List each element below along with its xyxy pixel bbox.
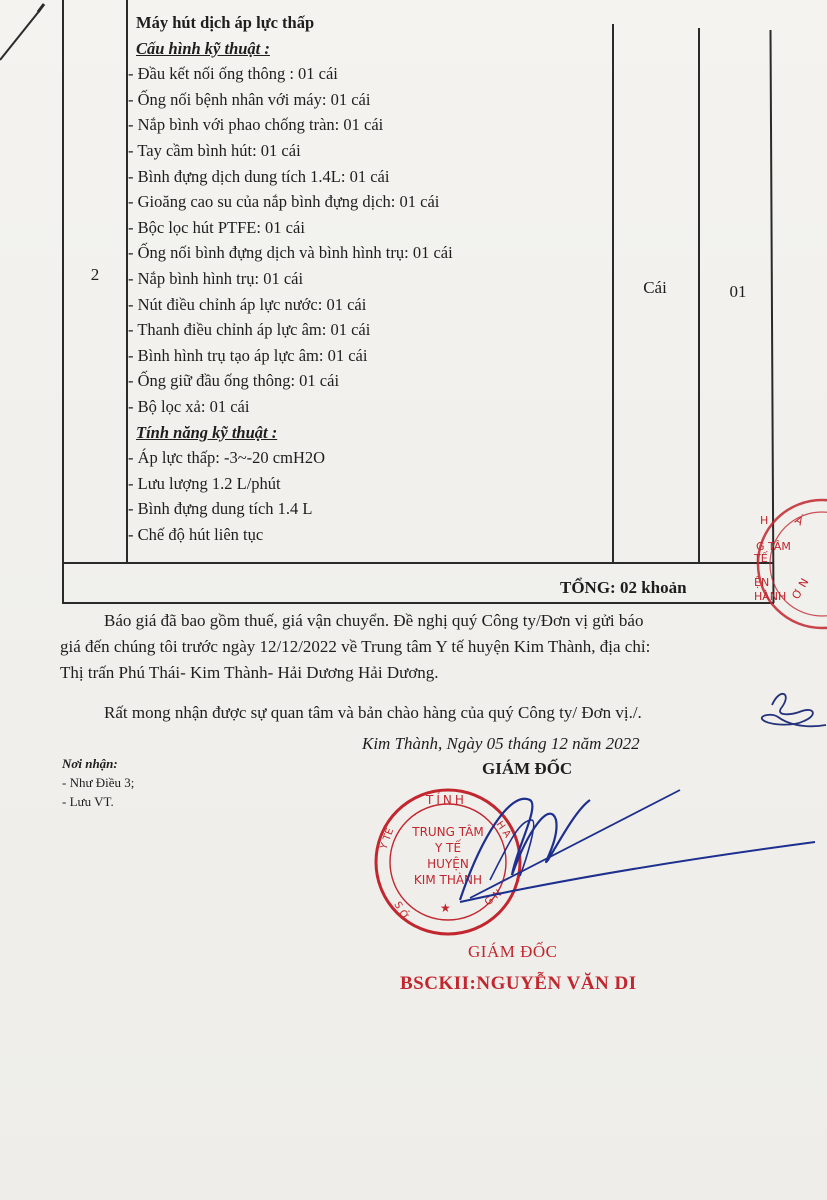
quantity-cell: 01	[729, 282, 747, 301]
date-line: Kim Thành, Ngày 05 tháng 12 năm 2022	[362, 734, 640, 753]
list-item: - Bình hình trụ tạo áp lực âm: 01 cái	[128, 343, 612, 369]
row-number: 2	[90, 265, 100, 284]
list-item: - Áp lực thấp: -3~-20 cmH2O	[128, 445, 612, 471]
list-item: - Nút điều chỉnh áp lực nước: 01 cái	[128, 292, 612, 318]
svg-text:S Ở: S Ở	[391, 900, 411, 922]
initials-signature	[752, 685, 827, 745]
svg-text:TỈNH: TỈNH	[426, 793, 467, 807]
paragraph-line: giá đến chúng tôi trước ngày 12/12/2022 về Trung tâm Y tế huyện Kim Thành, địa chỉ:	[60, 637, 651, 656]
list-item: - Bình đựng dịch dung tích 1.4L: 01 cái	[128, 164, 612, 190]
list-item: - Chế độ hút liên tục	[128, 522, 612, 548]
svg-text:Y TẾ: Y TẾ	[378, 826, 397, 852]
list-item: - Ống nối bệnh nhân với máy: 01 cái	[128, 87, 612, 113]
svg-text:H: H	[760, 514, 769, 527]
list-item: - Đầu kết nối ống thông : 01 cái	[128, 61, 612, 87]
pen-line-decoration	[0, 0, 60, 80]
svg-text:G TÂM: G TÂM	[756, 540, 791, 553]
paragraph-line: Báo giá đã bao gồm thuế, giá vận chuyển. Đề nghị quý Công ty/Đơn vị gửi báo	[104, 611, 644, 630]
svg-text:TRUNG TÂM: TRUNG TÂM	[412, 825, 484, 839]
svg-text:★: ★	[440, 901, 451, 915]
svg-text:ỆN: ỆN	[754, 576, 770, 589]
list-item: - Nắp bình với phao chống tràn: 01 cái	[128, 112, 612, 138]
list-item: - Ống giữ đầu ống thông: 01 cái	[128, 368, 612, 394]
recipients-label: Nơi nhận:	[62, 756, 118, 771]
recipients-block	[62, 754, 134, 811]
list-item: - Lưu lượng 1.2 L/phút	[128, 471, 612, 497]
director-signature	[420, 780, 820, 930]
recipient-item: - Lưu VT.	[62, 794, 114, 809]
svg-text:G N: G N	[482, 888, 505, 909]
stamped-title: GIÁM ĐỐC	[468, 942, 558, 961]
table-border-left	[62, 0, 64, 603]
list-item: - Nắp bình hình trụ: 01 cái	[128, 266, 612, 292]
svg-text:H Ả: H Ả	[493, 819, 513, 841]
svg-text:HÀNH: HÀNH	[754, 590, 787, 603]
svg-text:Ơ N: Ơ N	[789, 576, 812, 602]
table-border-bottom	[62, 602, 774, 604]
closing-paragraph: Rất mong nhận được sự quan tâm và bản chào hàng của quý Công ty/ Đơn vị./.	[104, 703, 642, 722]
table-border-row	[62, 562, 774, 564]
svg-text:Y TẾ: Y TẾ	[434, 841, 462, 855]
feature-heading: Tính năng kỹ thuật :	[136, 422, 278, 442]
list-item: - Bình đựng dung tích 1.4 L	[128, 496, 612, 522]
list-item: - Thanh điều chỉnh áp lực âm: 01 cái	[128, 317, 612, 343]
list-item: - Tay cầm bình hút: 01 cái	[128, 138, 612, 164]
recipient-item: - Như Điều 3;	[62, 775, 135, 790]
quote-paragraph	[60, 608, 800, 686]
paragraph-line: Thị trấn Phú Thái- Kim Thành- Hải Dương Hải Dương.	[60, 663, 439, 682]
list-item: - Bộ lọc xả: 01 cái	[128, 394, 612, 420]
config-heading: Cấu hình kỹ thuật :	[136, 38, 270, 58]
director-title: GIÁM ĐỐC	[482, 759, 573, 778]
unit-cell: Cái	[643, 278, 667, 297]
list-item: - Bộc lọc hút PTFE: 01 cái	[128, 215, 612, 241]
svg-text:Ả: Ả	[792, 513, 806, 529]
item-title: Máy hút dịch áp lực thấp	[136, 13, 315, 32]
list-item: - Gioăng cao su của nắp bình đựng dịch: 01 cái	[128, 189, 612, 215]
svg-text:KIM THÀNH: KIM THÀNH	[413, 873, 483, 887]
total-label: TỔNG: 02 khoản	[560, 578, 687, 597]
list-item: - Ống nối bình đựng dịch và bình hình trụ: 01 cái	[128, 240, 612, 266]
item-description	[128, 10, 612, 547]
signatory-name: BSCKII:NGUYỄN VĂN DI	[400, 973, 637, 994]
svg-text:TẾ: TẾ	[754, 552, 768, 565]
svg-text:HUYỆN: HUYỆN	[427, 857, 469, 871]
